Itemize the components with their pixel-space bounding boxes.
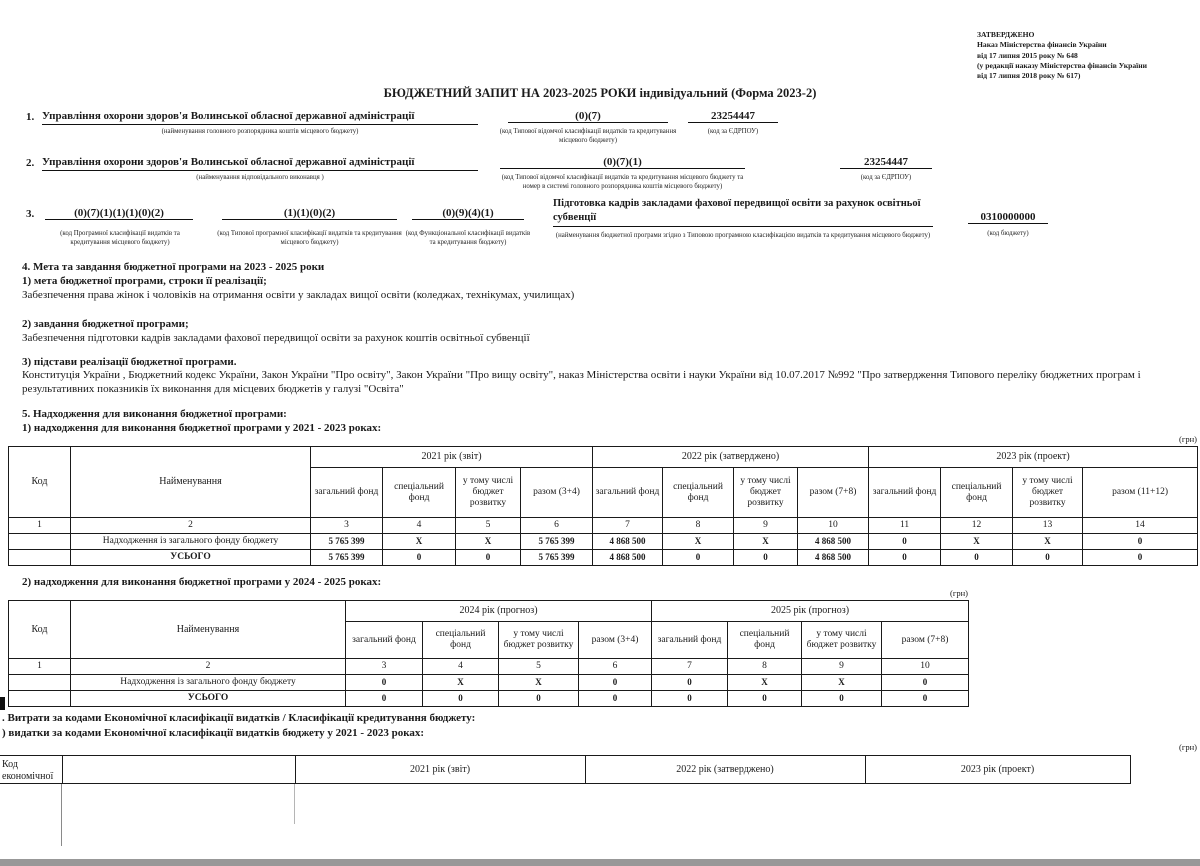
table2-cell: 0 (652, 675, 728, 691)
table2-header-name: Найменування (71, 601, 346, 659)
table1-cell: 0 (456, 550, 521, 566)
table3-header-name (62, 756, 295, 784)
table2-cell: 0 (346, 691, 423, 707)
section1-code-caption: (код Типової відомчої класифікації видатків та кредитування місцевого бюджету) (499, 128, 677, 144)
approval-line: (у редакції наказу Міністерства фінансів України (977, 60, 1147, 70)
approval-line: ЗАТВЕРДЖЕНО (977, 30, 1035, 39)
table1-cell: X (663, 534, 734, 550)
table1-cell: 4 868 500 (593, 534, 663, 550)
table3-year-2021: 2021 рік (звіт) (295, 756, 585, 784)
table1-cell: 5 765 399 (311, 550, 383, 566)
section3-budget-code: 0310000000 (968, 211, 1048, 224)
section3-code1-caption: (код Програмної класифікації видатків та кредитування місцевого бюджету) (60, 230, 180, 246)
section3-program-name: Підготовка кадрів закладами фахової передвищої освіти за рахунок освітньої субвенції (553, 197, 933, 227)
table1-colnum: 1 (9, 518, 71, 534)
table1-year-2021: 2021 рік (звіт) (311, 447, 593, 468)
section2-edrpou-caption: (код за ЄДРПОУ) (860, 174, 912, 181)
table1-subcol: у тому числі бюджет розвитку (734, 468, 798, 518)
section6-heading: . Витрати за кодами Економічної класифікації видатків / Класифікації кредитування бюджету: (2, 712, 476, 724)
table1-cell: 5 765 399 (521, 550, 593, 566)
table-row-total (9, 550, 1198, 566)
table2-cell: 0 (882, 675, 969, 691)
table2-subcol: разом (7+8) (882, 622, 969, 659)
table-row (9, 534, 1198, 550)
section3-code3-caption: (код Функціональної класифікації видатків та кредитування бюджету) (405, 230, 531, 246)
table1-cell: 0 (941, 550, 1013, 566)
currency-unit-label: (грн) (950, 588, 968, 598)
table1-colnum: 14 (1083, 518, 1198, 534)
table1-cell: 0 (869, 534, 941, 550)
section1-name-caption: (найменування головного розпорядника коштів місцевого бюджету) (161, 128, 359, 135)
table2-cell: X (802, 675, 882, 691)
expenditures-table-header (0, 755, 1131, 784)
table2-colnum: 4 (423, 659, 499, 675)
section4-sub1-heading: 1) мета бюджетної програми, строки її реалізації; (22, 275, 267, 287)
approval-line: від 17 липня 2015 року № 648 (977, 50, 1078, 60)
table1-year-2022: 2022 рік (затверджено) (593, 447, 869, 468)
table1-cell: 0 (734, 550, 798, 566)
table2-subcol: загальний фонд (346, 622, 423, 659)
table1-subcol: разом (3+4) (521, 468, 593, 518)
table1-cell: 0 (1083, 550, 1198, 566)
table1-row1-name: УСЬОГО (71, 550, 311, 566)
approval-line: Наказ Міністерства фінансів України (977, 40, 1107, 50)
currency-unit-label: (грн) (1179, 742, 1197, 752)
receipts-2024-2025-table (8, 600, 969, 707)
table2-colnum: 2 (71, 659, 346, 675)
section4-sub3-heading: 3) підстави реалізації бюджетної програми. (22, 356, 237, 368)
table1-colnum: 4 (383, 518, 456, 534)
page-title: БЮДЖЕТНИЙ ЗАПИТ НА 2023-2025 РОКИ індивідуальний (Форма 2023-2) (383, 86, 817, 100)
table3-column-border (61, 784, 62, 846)
table1-subcol: спеціальний фонд (941, 468, 1013, 518)
table2-cell: X (499, 675, 579, 691)
section1-edrpou-caption: (код за ЄДРПОУ) (707, 128, 759, 135)
table3-year-2022: 2022 рік (затверджено) (585, 756, 865, 784)
table1-subcol: разом (11+12) (1083, 468, 1198, 518)
section3-program-caption: (найменування бюджетної програми згідно з Типовою програмною класифікацією видатків та кредитування місцевого бюджету) (555, 232, 931, 239)
section1-code: (0)(7) (508, 110, 668, 123)
table2-year-2024: 2024 рік (прогноз) (346, 601, 652, 622)
table1-cell: 4 868 500 (798, 550, 869, 566)
section2-number: 2. (26, 157, 35, 169)
section5-heading: 5. Надходження для виконання бюджетної програми: (22, 408, 287, 420)
table1-year-2023: 2023 рік (проект) (869, 447, 1198, 468)
table1-cell: 0 (663, 550, 734, 566)
table2-cell: 0 (499, 691, 579, 707)
table2-cell: 0 (728, 691, 802, 707)
table1-colnum: 2 (71, 518, 311, 534)
table2-subcol: спеціальний фонд (728, 622, 802, 659)
table2-colnum: 5 (499, 659, 579, 675)
table1-subcol: загальний фонд (593, 468, 663, 518)
section3-number: 3. (26, 208, 35, 220)
table1-cell: X (734, 534, 798, 550)
table1-colnum: 12 (941, 518, 1013, 534)
table1-subcol: загальний фонд (311, 468, 383, 518)
section4-heading: 4. Мета та завдання бюджетної програми на 2023 - 2025 роки (22, 261, 325, 273)
table3-header-kod: Код економічної (2, 759, 54, 782)
section3-code2-caption: (код Типової програмної класифікації видатків та кредитування місцевого бюджету) (217, 230, 402, 246)
table1-cell: X (941, 534, 1013, 550)
table2-colnum: 1 (9, 659, 71, 675)
table2-row1-name: УСЬОГО (71, 691, 346, 707)
table1-cell: X (1013, 534, 1083, 550)
table3-column-border (294, 784, 295, 824)
table2-subcol: спеціальний фонд (423, 622, 499, 659)
section6-sub1-heading: ) видатки за кодами Економічної класифікації видатків бюджету у 2021 - 2023 роках: (2, 727, 425, 739)
table1-cell: 0 (869, 550, 941, 566)
section3-code3: (0)(9)(4)(1) (412, 207, 524, 220)
section4-sub2-heading: 2) завдання бюджетної програми; (22, 318, 189, 330)
section2-edrpou: 23254447 (840, 156, 932, 169)
section4-sub3-text: Конституція України , Бюджетний кодекс України, Закон України "Про освіту", Закон України "Про вищу освіту", наказ Міністерства освіти і науки України від 10.07.2017 №992 "Про затвердження Типового переліку бюджетних програм і результативних показників їх виконання для місцевих бюджетів у галузі "Освіта" (22, 369, 1141, 395)
scan-edge-strip (0, 859, 1200, 866)
table1-cell: 0 (1083, 534, 1198, 550)
table3-year-2023: 2023 рік (проект) (865, 756, 1130, 784)
table1-header-name: Найменування (71, 447, 311, 518)
table1-cell: 4 868 500 (798, 534, 869, 550)
table2-cell: 0 (579, 675, 652, 691)
table1-subcol: спеціальний фонд (663, 468, 734, 518)
table1-colnum: 3 (311, 518, 383, 534)
table2-colnum: 8 (728, 659, 802, 675)
table2-colnum: 6 (579, 659, 652, 675)
table1-colnum: 7 (593, 518, 663, 534)
table1-subcol: у тому числі бюджет розвитку (1013, 468, 1083, 518)
table2-cell: 0 (802, 691, 882, 707)
table2-colnum: 10 (882, 659, 969, 675)
table2-cell: 0 (882, 691, 969, 707)
table-row (9, 675, 969, 691)
table1-row0-kod (9, 534, 71, 550)
table2-colnum: 3 (346, 659, 423, 675)
table2-colnum: 9 (802, 659, 882, 675)
table2-year-2025: 2025 рік (прогноз) (652, 601, 969, 622)
section4-sub2-text: Забезпечення підготовки кадрів закладами фахової передвищої освіти за рахунок коштів освітньої субвенції (22, 332, 530, 344)
table2-cell: X (728, 675, 802, 691)
section1-number: 1. (26, 111, 35, 123)
table2-row1-kod (9, 691, 71, 707)
table1-cell: 4 868 500 (593, 550, 663, 566)
table1-cell: 0 (1013, 550, 1083, 566)
section1-edrpou: 23254447 (688, 110, 778, 123)
table1-cell: X (456, 534, 521, 550)
approval-block (977, 30, 1197, 81)
section2-code-caption: (код Типової відомчої класифікації видатків та кредитування місцевого бюджету та номер в системі головного розпорядника коштів місцевого бюджету) (501, 174, 744, 190)
currency-unit-label: (грн) (1179, 434, 1197, 444)
table1-cell: 5 765 399 (311, 534, 383, 550)
table2-colnum: 7 (652, 659, 728, 675)
section2-code: (0)(7)(1) (500, 156, 745, 169)
section3-code2: (1)(1)(0)(2) (222, 207, 397, 220)
receipts-2021-2023-table (8, 446, 1198, 566)
table2-cell: 0 (423, 691, 499, 707)
table1-colnum: 5 (456, 518, 521, 534)
table1-colnum: 9 (734, 518, 798, 534)
table1-header-kod: Код (9, 447, 71, 518)
table2-subcol: загальний фонд (652, 622, 728, 659)
scan-artifact-mark (0, 697, 5, 710)
table1-subcol: разом (7+8) (798, 468, 869, 518)
section3-code1: (0)(7)(1)(1)(1)(0)(2) (45, 207, 193, 220)
section3-budget-code-caption: (код бюджету) (987, 230, 1029, 237)
table2-subcol: разом (3+4) (579, 622, 652, 659)
table1-colnum: 13 (1013, 518, 1083, 534)
table2-cell: 0 (652, 691, 728, 707)
section5-sub1-heading: 1) надходження для виконання бюджетної програми у 2021 - 2023 роках: (22, 422, 382, 434)
table1-colnum: 6 (521, 518, 593, 534)
section5-sub2-heading: 2) надходження для виконання бюджетної програми у 2024 - 2025 роках: (22, 576, 382, 588)
table1-row0-name: Надходження із загального фонду бюджету (71, 534, 311, 550)
table2-row0-name: Надходження із загального фонду бюджету (71, 675, 346, 691)
table1-colnum: 8 (663, 518, 734, 534)
table2-cell: 0 (579, 691, 652, 707)
table2-subcol: у тому числі бюджет розвитку (499, 622, 579, 659)
section4-sub1-text: Забезпечення права жінок і чоловіків на отримання освіти у закладах вищої освіти (коледжах, технікумах, училищах) (22, 289, 575, 301)
section1-name: Управління охорони здоров'я Волинської обласної державної адміністрації (42, 110, 478, 125)
table2-row0-kod (9, 675, 71, 691)
table1-cell: X (383, 534, 456, 550)
table1-subcol: у тому числі бюджет розвитку (456, 468, 521, 518)
table1-colnum: 10 (798, 518, 869, 534)
table1-row1-kod (9, 550, 71, 566)
table1-subcol: спеціальний фонд (383, 468, 456, 518)
table2-subcol: у тому числі бюджет розвитку (802, 622, 882, 659)
table-row-total (9, 691, 969, 707)
table1-subcol: загальний фонд (869, 468, 941, 518)
approval-line: від 17 липня 2018 року № 617) (977, 71, 1081, 80)
section2-name: Управління охорони здоров'я Волинської обласної державної адміністрації (42, 156, 478, 171)
table2-cell: 0 (346, 675, 423, 691)
table1-cell: 5 765 399 (521, 534, 593, 550)
section2-name-caption: (найменування відповідального виконавця ) (196, 174, 324, 181)
table1-colnum: 11 (869, 518, 941, 534)
table2-cell: X (423, 675, 499, 691)
table2-header-kod: Код (9, 601, 71, 659)
table1-cell: 0 (383, 550, 456, 566)
